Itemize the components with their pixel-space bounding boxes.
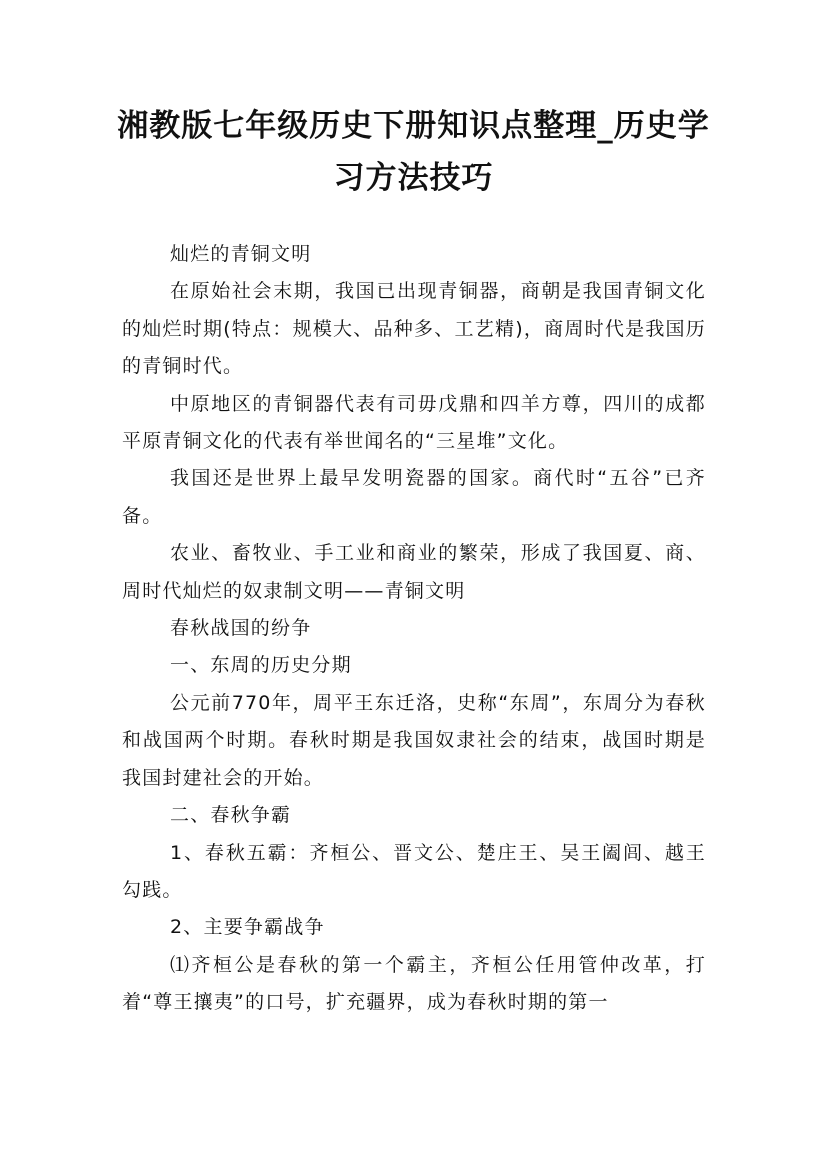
paragraph-porcelain: 我国还是世界上最早发明瓷器的国家。商代时“五谷”已齐备。 [122, 467, 706, 527]
document-body [122, 236, 706, 1022]
paragraph-duke-huan: ⑴齐桓公是春秋的第一个霸主，齐桓公任用管仲改革，打着“尊王攘夷”的口号，扩充疆界，成为春秋时期的第一 [122, 953, 706, 1014]
paragraph-five-hegemons: 1、春秋五霸：齐桓公、晋文公、楚庄王、吴王阖闾、越王勾践。 [122, 841, 706, 901]
paragraph-bronze-representatives: 中原地区的青铜器代表有司毋戊鼎和四羊方尊，四川的成都平原青铜文化的代表有举世闻名的“三星堆”文化。 [122, 392, 706, 453]
heading-eastern-zhou-periods: 一、东周的历史分期 [170, 654, 352, 677]
heading-bronze-civilization: 灿烂的青铜文明 [170, 243, 312, 265]
document-title [0, 100, 827, 204]
heading-hegemony: 二、春秋争霸 [170, 804, 292, 827]
paragraph-eastern-zhou: 公元前770年，周平王东迁洛，史称“东周”，东周分为春秋和战国两个时期。春秋时期是我国奴隶社会的结束，战国时期是我国封建社会的开始。 [122, 691, 706, 789]
title-line-1: 湘教版七年级历史下册知识点整理_历史学 [117, 108, 710, 144]
paragraph-bronze-origins: 在原始社会末期，我国已出现青铜器，商朝是我国青铜文化的灿烂时期(特点：规模大、品种多、工艺精)，商周时代是我国历的青铜时代。 [122, 280, 706, 378]
title-line-2: 习方法技巧 [333, 160, 494, 196]
paragraph-slavery-civilization: 农业、畜牧业、手工业和商业的繁荣，形成了我国夏、商、周时代灿烂的奴隶制文明——青铜文明 [122, 542, 706, 602]
heading-main-wars: 2、主要争霸战争 [170, 916, 325, 939]
heading-spring-autumn-warring-states: 春秋战国的纷争 [170, 617, 312, 640]
